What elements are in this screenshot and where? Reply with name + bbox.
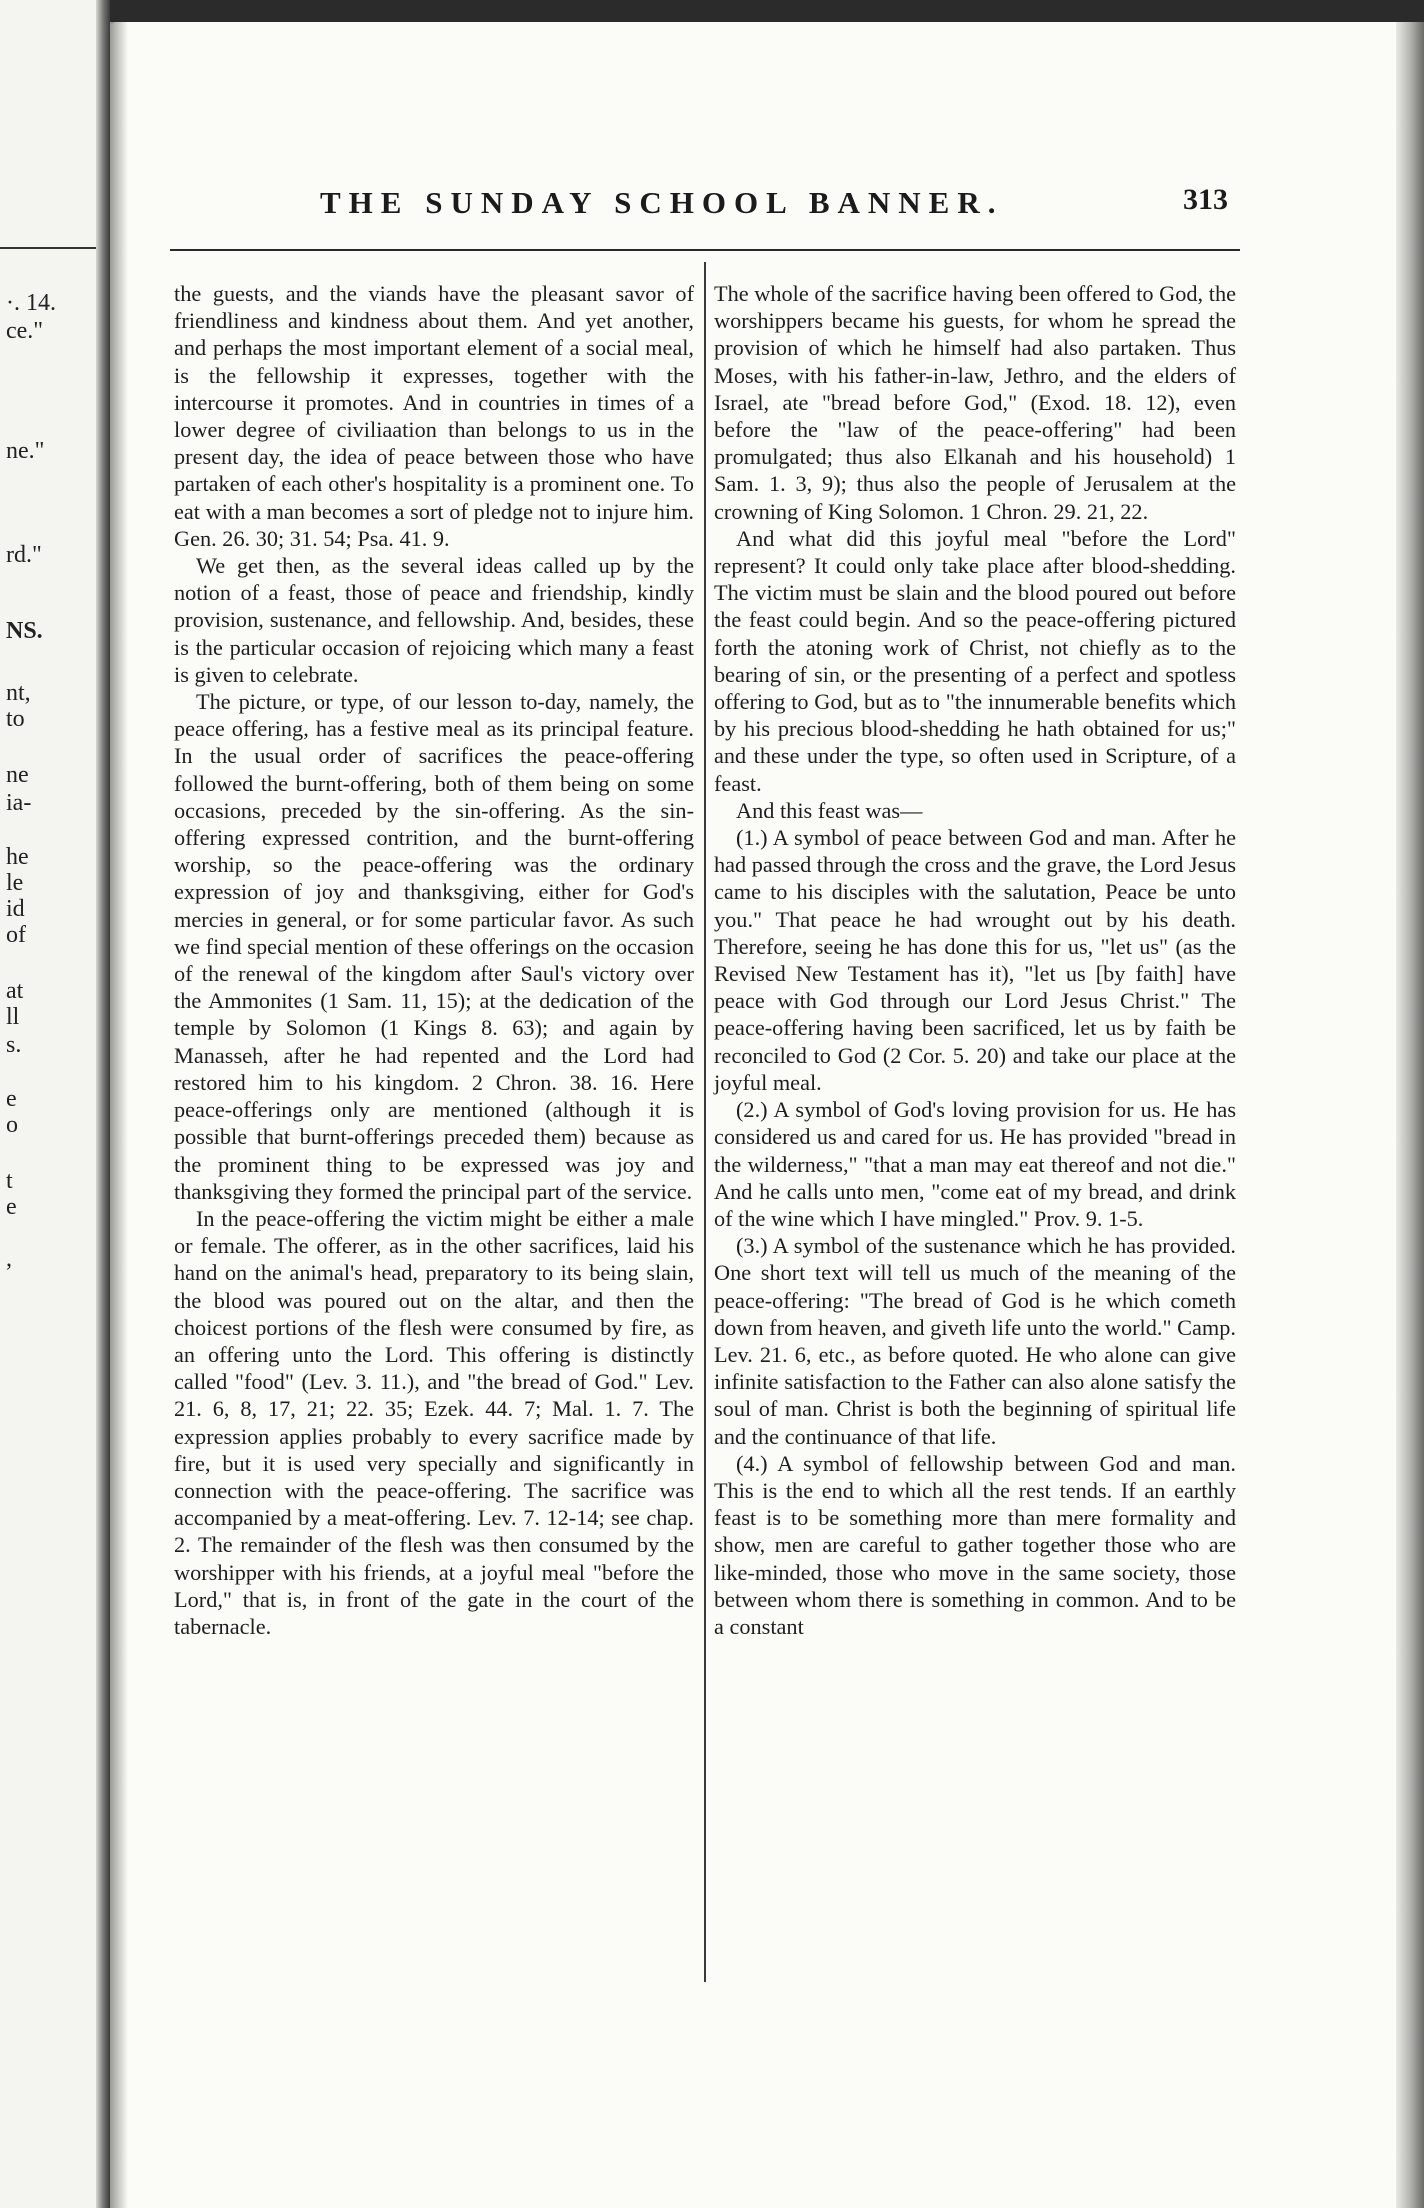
paragraph: the guests, and the viands have the pleasant savor of friendliness and kindness about them. And yet another, and perhaps the most important element of a social meal, is the fellowship it expresses, together with the intercourse it promotes. And in countries in times of a lower degree of civiliaation than belongs to us in the present day, the idea of peace between those who have partaken of each other's hospitality is a prominent one. To eat with a man becomes a sort of pledge not to injure him. Gen. 26. 30; 31. 54; Psa. 41. 9. — [174, 281, 694, 551]
paragraph: The picture, or type, of our lesson to-day, namely, the peace offering, has a festive meal as its principal feature. In the usual order of sacrifices the peace-offering followed the burnt-offering, both of them being on some occasions, preceded by the sin-offering. As the sin-offering expressed contrition, and the burnt-offering worship, so the peace-offering was the ordinary expression of joy and thanksgiving, either for God's mercies in general, or for some particular favor. As such we find special mention of these offerings on the occasion of the renewal of the kingdom after Saul's victory over the Ammonites (1 Sam. 11, 15); at the dedication of the temple by Solomon (1 Kings 8. 63); and again by Manasseh, after he had repented and the Lord had restored him to his kingdom. 2 Chron. 38. 16. Here peace-offerings only are mentioned (although it is possible that burnt-offerings preceded them) because as the prominent thing to be expressed was joy and thanksgiving they formed the principal part of the service. — [174, 689, 694, 1204]
facing-page-rule — [0, 247, 100, 249]
paragraph: (2.) A symbol of God's loving provision for us. He has considered us and cared for us. He has provided "bread in the wilderness," "that a man may eat thereof and not die." And he calls unto men, "come eat of my bread, and drink of the wine which I have mingled." Prov. 9. 1-5. — [714, 1097, 1236, 1231]
paragraph: (1.) A symbol of peace between God and man. After he had passed through the cross and the grave, the Lord Jesus came to his disciples with the salutation, Peace be unto you." That peace he had wrought out by his death. Therefore, seeing he has done this for us, "let us" (as the Revised New Testament has it), "let us [by faith] have peace with God through our Lord Jesus Christ." The peace-offering having been sacrificed, let us by faith be reconciled to God (2 Cor. 5. 20) and take our place at the joyful meal. — [714, 825, 1236, 1095]
header-rule — [170, 249, 1240, 251]
facing-page-fragment: ne — [6, 762, 29, 788]
facing-page-fragment: s. — [6, 1032, 22, 1058]
facing-page-fragment: le — [6, 870, 24, 896]
facing-page-fragment: rd." — [6, 542, 42, 568]
paragraph: We get then, as the several ideas called up by the notion of a feast, those of peace and friendship, kindly provision, sustenance, and fellowship. And, besides, these is the particular occasion of rejoicing which many a feast is given to celebrate. — [174, 553, 694, 687]
running-head: THE SUNDAY SCHOOL BANNER. — [320, 185, 1004, 220]
facing-page-fragment: , — [6, 1246, 12, 1272]
left-column — [174, 280, 694, 1640]
facing-page-fragment: o — [6, 1112, 18, 1138]
page-edge — [1396, 22, 1424, 2208]
facing-page — [0, 0, 108, 2208]
facing-page-fragment: ll — [6, 1004, 20, 1030]
spine-shadow — [110, 22, 128, 2208]
paragraph: And what did this joyful meal "before the Lord" represent? It could only take place after blood-shedding. The victim must be slain and the blood poured out before the feast could begin. And so the peace-offering pictured forth the atoning work of Christ, not chiefly as to the bearing of sin, or the presenting of a perfect and spotless offering to God, but as to "the innumerable benefits which by his precious blood-shedding he hath obtained for us;" and these under the type, so often used in Scripture, of a feast. — [714, 525, 1236, 796]
facing-page-fragment: at — [6, 978, 24, 1004]
facing-page-fragment: ne." — [6, 438, 45, 464]
facing-page-fragment: e — [6, 1086, 17, 1112]
facing-page-fragment: NS. — [6, 618, 43, 644]
facing-page-fragment: ce." — [6, 318, 44, 344]
column-rule — [704, 262, 706, 1982]
page-number: 313 — [1183, 183, 1228, 216]
paragraph: And this feast was— — [736, 797, 923, 823]
paragraph: The whole of the sacrifice having been offered to God, the worshippers became his guests, for whom he spread the provision of which he himself had also partaken. Thus Moses, with his father-in-law, Jethro, and the elders of Israel, ate "bread before God," (Exod. 18. 12), even before the "law of the peace-offering" had been promulgated; thus also Elkanah and his household) 1 Sam. 1. 3, 9); thus also the people of Jerusalem at the crowning of King Solomon. 1 Chron. 29. 21, 22. — [714, 281, 1236, 524]
paragraph: In the peace-offering the victim might be either a male or female. The offerer, as in the other sacrifices, laid his hand on the animal's head, preparatory to its being slain, the blood was poured out on the altar, and then the choicest portions of the flesh were consumed by fire, as an offering unto the Lord. This offering is distinctly called "food" (Lev. 3. 11.), and "the bread of God." Lev. 21. 6, 8, 17, 21; 22. 35; Ezek. 44. 7; Mal. 1. 7. The expression applies probably to every sacrifice made by fire, but it is used very specially and significantly in connection with the peace-offering. The sacrifice was accompanied by a meat-offering. Lev. 7. 12-14; see chap. 2. The remainder of the flesh was then consumed by the worshipper with his friends, at a joyful meal "before the Lord," that is, in front of the gate in the court of the tabernacle. — [174, 1205, 694, 1639]
facing-page-fragment: ·. 14. — [6, 290, 56, 316]
facing-page-fragment: nt, — [6, 680, 31, 706]
facing-page-fragment: to — [6, 706, 25, 732]
gutter-shadow — [96, 0, 110, 2208]
paragraph: (3.) A symbol of the sustenance which he has provided. One short text will tell us much of the meaning of the peace-offering: "The bread of God is he which cometh down from heaven, and giveth life unto the world." Camp. Lev. 21. 6, etc., as before quoted. He who alone can give infinite satisfaction to the Father can also alone satisfy the soul of man. Christ is both the beginning of spiritual life and the continuance of that life. — [714, 1233, 1236, 1449]
facing-page-fragment: ia- — [6, 790, 32, 816]
facing-page-fragment: he — [6, 844, 29, 870]
facing-page-fragment: e — [6, 1194, 17, 1220]
right-column — [714, 280, 1236, 1640]
facing-page-fragment: id — [6, 896, 25, 922]
facing-page-fragment: of — [6, 922, 26, 948]
facing-page-fragment: t — [6, 1168, 13, 1194]
paragraph: (4.) A symbol of fellowship between God and man. This is the end to which all the rest tends. If an earthly feast is to be something more than mere formality and show, men are careful to gather together those who are like-minded, those who move in the same society, those between whom there is something in common. And to be a constant — [714, 1450, 1236, 1639]
